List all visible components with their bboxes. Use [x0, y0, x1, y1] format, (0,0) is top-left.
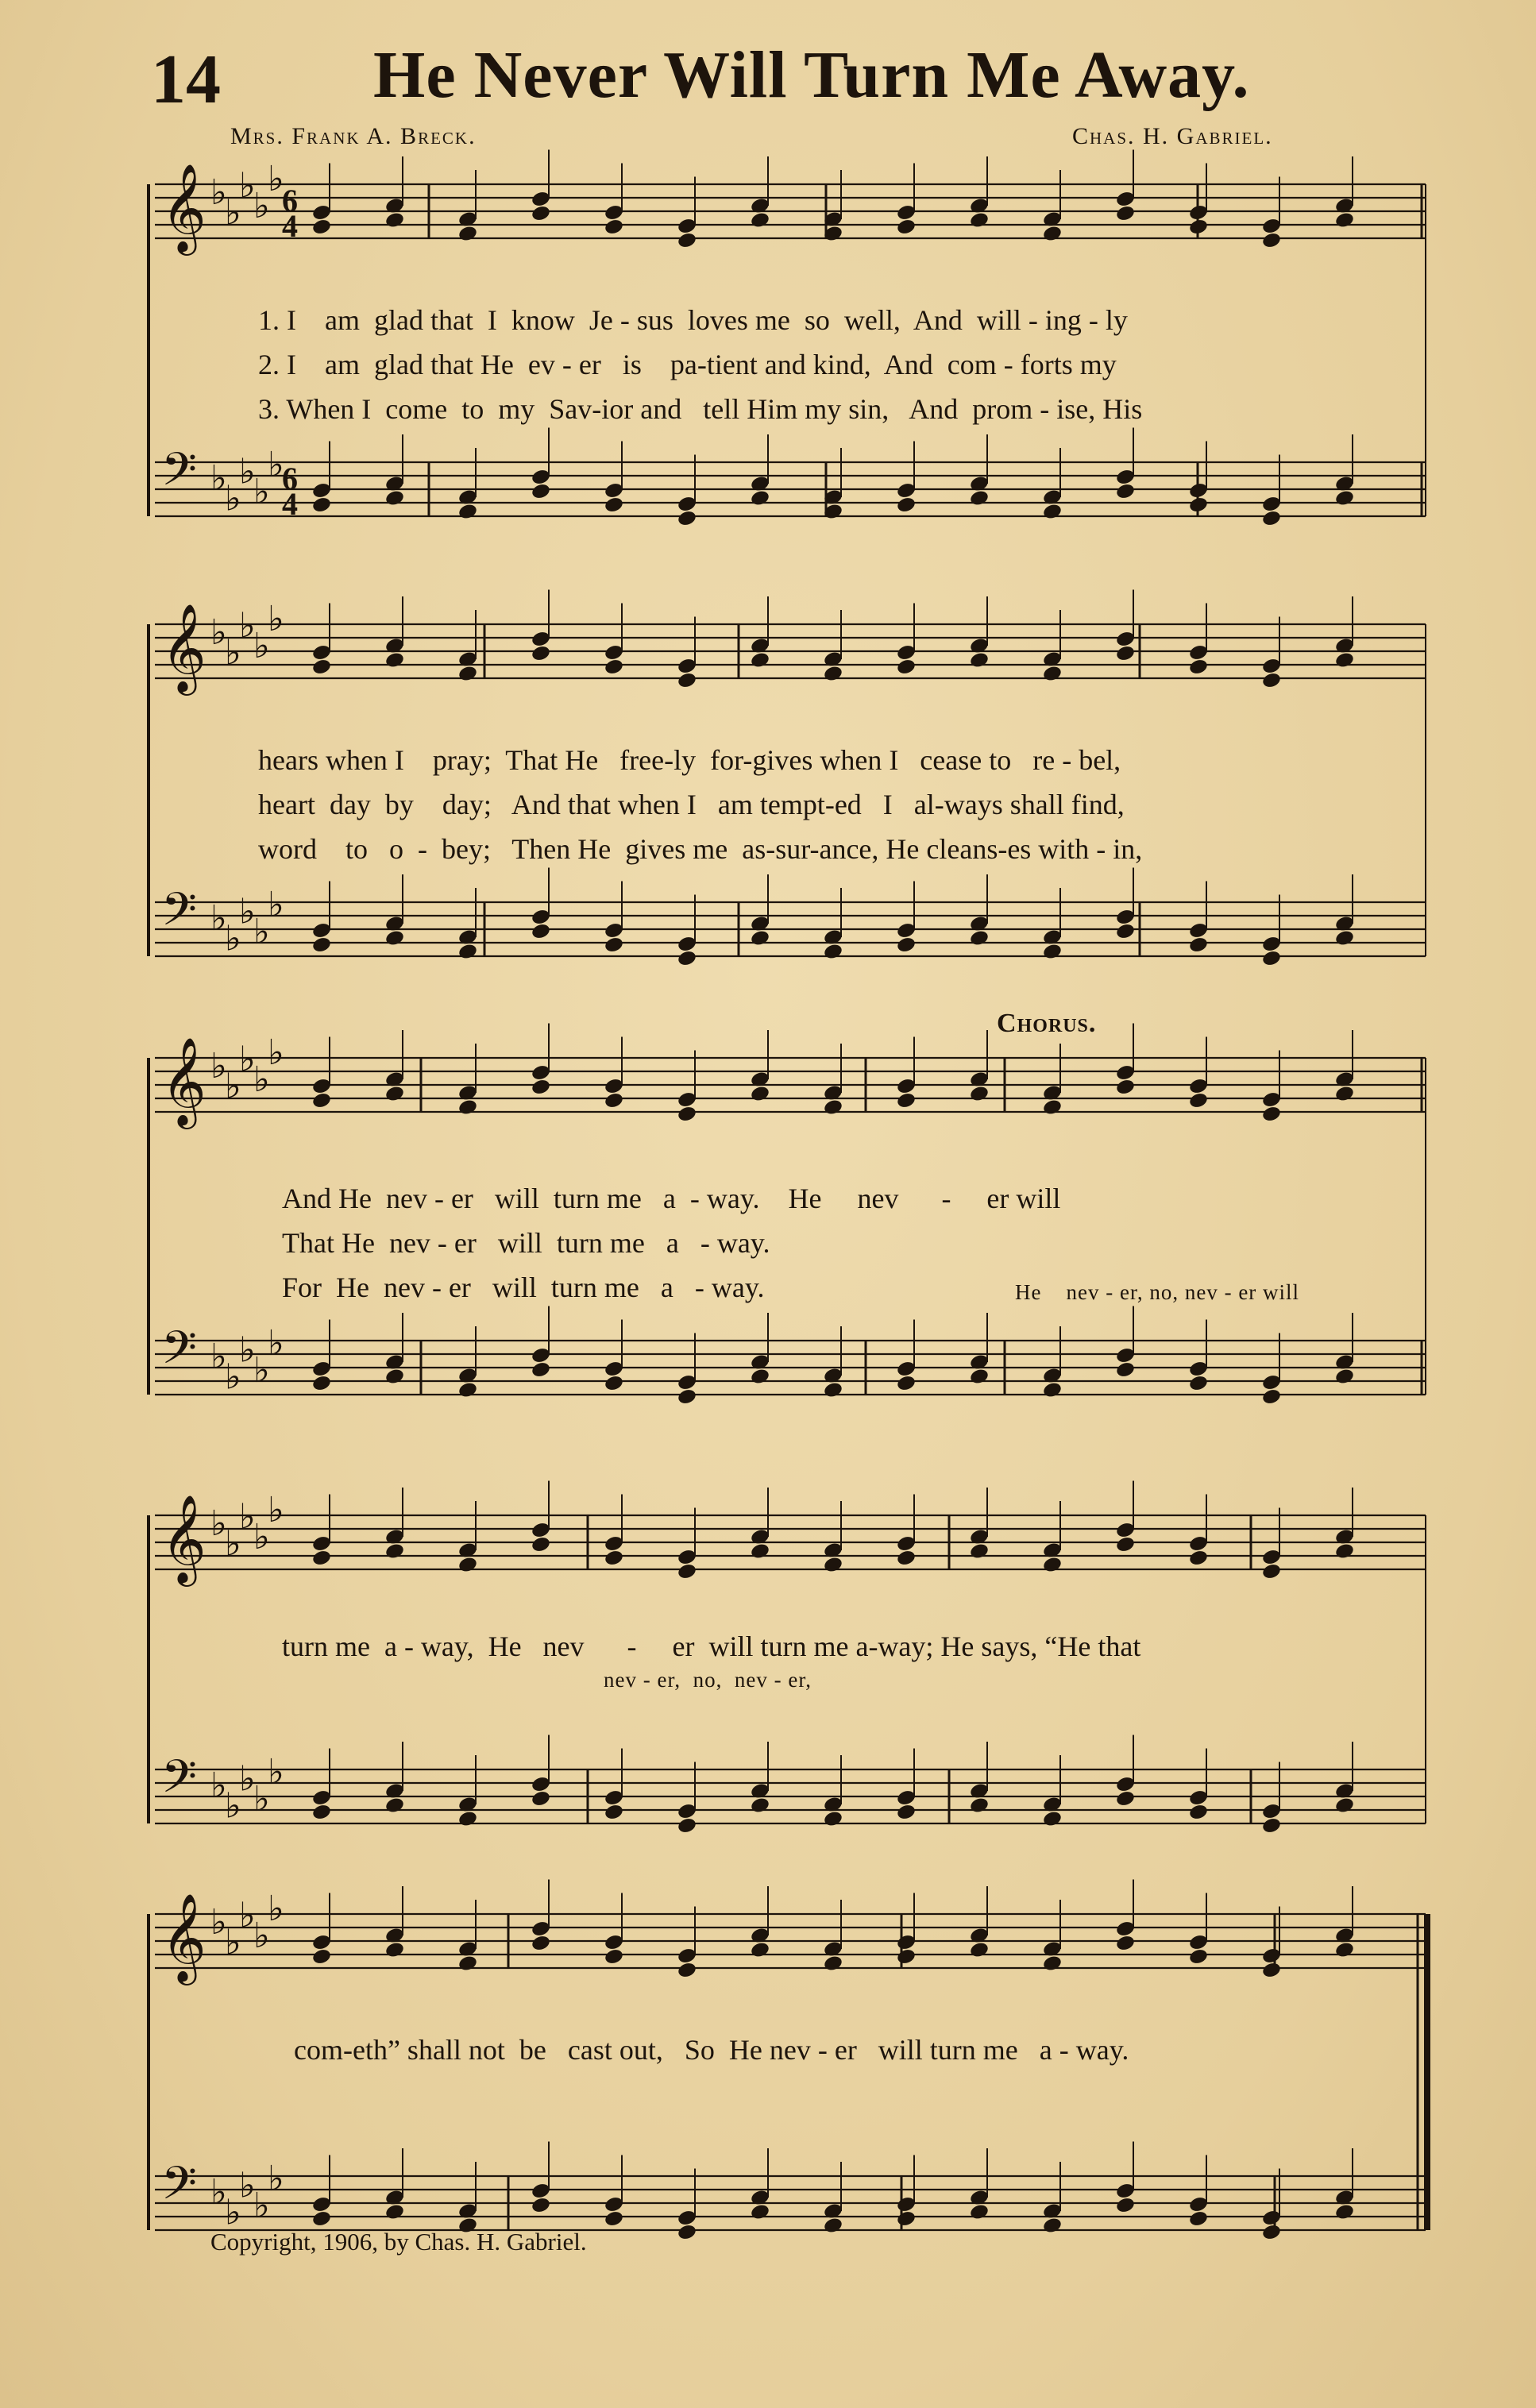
note-head — [311, 218, 332, 236]
time-signature-bottom: 4 — [282, 208, 298, 244]
note-head — [531, 922, 551, 940]
alto-echo-lyric: He nev - er, no, nev - er will — [1015, 1280, 1300, 1304]
note-head — [311, 658, 332, 676]
note-head — [311, 1549, 332, 1567]
note-head — [750, 211, 770, 230]
note-head — [604, 1803, 624, 1821]
note-head — [1188, 218, 1209, 236]
note-head — [1261, 1816, 1282, 1835]
note-head — [384, 651, 405, 670]
note-head — [531, 1934, 551, 1952]
note-head — [896, 1374, 917, 1392]
note-head — [384, 211, 405, 230]
flat-icon: ♭ — [225, 918, 241, 959]
flat-icon: ♭ — [253, 1916, 270, 1956]
note-head — [1042, 665, 1063, 683]
note-head — [457, 1381, 478, 1399]
flat-icon: ♭ — [210, 172, 227, 213]
note-head — [677, 671, 697, 689]
note-head — [604, 658, 624, 676]
note-head — [969, 211, 990, 230]
verse-line-2: 2. I am glad that He ev - er is pa-tient and kind, And com - forts my — [258, 349, 1117, 380]
treble-clef-icon: 𝄞 — [161, 1494, 206, 1583]
note-head — [677, 2223, 697, 2241]
note-head — [457, 225, 478, 243]
note-head — [969, 1368, 990, 1386]
flat-icon: ♭ — [210, 1337, 227, 1377]
note-head — [1261, 509, 1282, 527]
flat-icon: ♭ — [253, 472, 270, 512]
note-head — [896, 658, 917, 676]
note-head — [1188, 1803, 1209, 1821]
note-head — [384, 489, 405, 507]
chorus-label: Chorus. — [997, 1009, 1097, 1038]
note-head — [896, 218, 917, 236]
bass-clef-icon: 𝄢 — [161, 2156, 198, 2221]
note-head — [1115, 1078, 1136, 1096]
note-head — [1261, 1387, 1282, 1406]
note-head — [531, 1535, 551, 1553]
note-head — [677, 1105, 697, 1123]
lyricist-credit: Mrs. Frank A. Breck. — [230, 123, 477, 149]
refrain-line-5: com-eth” shall not be cast out, So He nev - er will turn me a - way. — [294, 2034, 1129, 2066]
treble-clef-icon: 𝄞 — [161, 603, 206, 692]
note-head — [750, 929, 770, 947]
note-head — [1188, 2209, 1209, 2228]
note-head — [750, 1368, 770, 1386]
note-head — [457, 1098, 478, 1117]
flat-icon: ♭ — [253, 1059, 270, 1100]
note-head — [677, 509, 697, 527]
time-signature-top: 6 — [282, 461, 298, 496]
note-head — [750, 1085, 770, 1103]
flat-icon: ♭ — [225, 2192, 241, 2233]
note-head — [1261, 231, 1282, 249]
flat-icon: ♭ — [253, 186, 270, 226]
note-head — [1115, 1535, 1136, 1553]
note-head — [311, 1374, 332, 1392]
flat-icon: ♭ — [253, 626, 270, 666]
note-head — [1188, 1549, 1209, 1567]
note-head — [823, 665, 843, 683]
hymn-title: He Never Will Turn Me Away. — [373, 38, 1250, 112]
note-head — [823, 2217, 843, 2235]
note-head — [969, 1085, 990, 1103]
flat-icon: ♭ — [225, 1523, 241, 1565]
note-head — [384, 1796, 405, 1815]
note-head — [1188, 658, 1209, 676]
flat-icon: ♭ — [239, 605, 256, 646]
verse-line-3: word to o - bey; Then He gives me as-sur-ance, He cleans-es with - in, — [258, 833, 1143, 865]
note-head — [1042, 1955, 1063, 1973]
note-head — [677, 1562, 697, 1580]
note-head — [1042, 943, 1063, 961]
verse-line-1: 1. I am glad that I know Je - sus loves me so well, And will - ing - ly — [258, 304, 1128, 336]
note-head — [750, 1542, 770, 1561]
flat-icon: ♭ — [239, 1895, 256, 1936]
note-head — [1334, 211, 1355, 230]
note-head — [531, 1789, 551, 1808]
flat-icon: ♭ — [225, 1922, 241, 1963]
note-head — [1188, 936, 1209, 954]
note-head — [1334, 1796, 1355, 1815]
note-head — [896, 1091, 917, 1109]
note-head — [604, 936, 624, 954]
verse-line-2: heart day by day; And that when I am tempt-ed I al-ways shall find, — [258, 789, 1125, 820]
note-head — [969, 1941, 990, 1959]
flat-icon: ♭ — [239, 451, 256, 492]
flat-icon: ♭ — [239, 1758, 256, 1800]
note-head — [1334, 651, 1355, 670]
time-signature-bottom: 4 — [282, 486, 298, 522]
flat-icon: ♭ — [239, 891, 256, 932]
flat-icon: ♭ — [210, 458, 227, 499]
flat-icon: ♭ — [268, 885, 284, 925]
note-head — [531, 644, 551, 662]
flat-icon: ♭ — [210, 2172, 227, 2213]
note-head — [1115, 644, 1136, 662]
note-head — [823, 943, 843, 961]
flat-icon: ♭ — [268, 599, 284, 639]
note-head — [457, 1810, 478, 1828]
flat-icon: ♭ — [253, 912, 270, 952]
note-head — [823, 1810, 843, 1828]
note-head — [1042, 1381, 1063, 1399]
flat-icon: ♭ — [268, 159, 284, 199]
refrain-line-2: That He nev - er will turn me a - way. — [282, 1227, 770, 1259]
note-head — [750, 489, 770, 507]
note-head — [384, 2203, 405, 2221]
note-head — [1188, 1374, 1209, 1392]
note-head — [531, 2196, 551, 2214]
note-head — [384, 1941, 405, 1959]
note-head — [969, 1796, 990, 1815]
bass-clef-icon: 𝄢 — [161, 882, 198, 947]
verse-line-3: 3. When I come to my Sav-ior and tell Him my sin, And prom - ise, His — [258, 393, 1143, 425]
note-head — [604, 1374, 624, 1392]
note-head — [1334, 489, 1355, 507]
flat-icon: ♭ — [225, 192, 241, 233]
note-head — [457, 665, 478, 683]
note-head — [531, 1078, 551, 1096]
hymn-number: 14 — [151, 41, 221, 118]
note-head — [1042, 2217, 1063, 2235]
note-head — [384, 929, 405, 947]
note-head — [823, 1381, 843, 1399]
flat-icon: ♭ — [253, 1779, 270, 1820]
note-head — [969, 2203, 990, 2221]
note-head — [384, 1368, 405, 1386]
note-head — [604, 1091, 624, 1109]
note-head — [969, 1542, 990, 1561]
flat-icon: ♭ — [268, 445, 284, 485]
note-head — [311, 2209, 332, 2228]
flat-icon: ♭ — [239, 2165, 256, 2206]
note-head — [604, 1947, 624, 1966]
alto-echo-lyric: nev - er, no, nev - er, — [604, 1668, 812, 1692]
note-head — [457, 1955, 478, 1973]
composer-credit: Chas. H. Gabriel. — [1072, 123, 1273, 149]
flat-icon: ♭ — [253, 2186, 270, 2226]
note-head — [604, 218, 624, 236]
note-head — [1334, 1368, 1355, 1386]
note-head — [823, 1098, 843, 1117]
note-head — [896, 936, 917, 954]
note-head — [1042, 503, 1063, 521]
flat-icon: ♭ — [210, 612, 227, 653]
note-head — [750, 1941, 770, 1959]
note-head — [1115, 204, 1136, 222]
note-head — [1042, 1098, 1063, 1117]
note-head — [604, 1549, 624, 1567]
note-head — [969, 489, 990, 507]
flat-icon: ♭ — [268, 1323, 284, 1364]
note-head — [604, 496, 624, 514]
flat-icon: ♭ — [210, 1046, 227, 1086]
note-head — [1188, 1091, 1209, 1109]
note-head — [1334, 2203, 1355, 2221]
note-head — [311, 936, 332, 954]
note-head — [750, 651, 770, 670]
note-head — [823, 1955, 843, 1973]
note-head — [1261, 1961, 1282, 1979]
note-head — [677, 1387, 697, 1406]
note-head — [1042, 1810, 1063, 1828]
bass-clef-icon: 𝄢 — [161, 1321, 198, 1386]
note-head — [311, 1803, 332, 1821]
note-head — [531, 204, 551, 222]
note-head — [1261, 949, 1282, 967]
refrain-line-1: And He nev - er will turn me a - way. He nev - er will — [282, 1183, 1061, 1214]
note-head — [1042, 1556, 1063, 1574]
note-head — [1334, 1941, 1355, 1959]
note-head — [311, 1947, 332, 1966]
flat-icon: ♭ — [239, 1039, 256, 1080]
note-head — [311, 1091, 332, 1109]
flat-icon: ♭ — [239, 165, 256, 206]
bass-clef-icon: 𝄢 — [161, 1750, 198, 1815]
note-head — [896, 2209, 917, 2228]
note-head — [1115, 1789, 1136, 1808]
note-head — [311, 496, 332, 514]
note-head — [1261, 2223, 1282, 2241]
note-head — [1115, 1360, 1136, 1379]
flat-icon: ♭ — [268, 1490, 284, 1530]
flat-icon: ♭ — [225, 478, 241, 519]
note-head — [1042, 225, 1063, 243]
flat-icon: ♭ — [268, 1889, 284, 1929]
note-head — [677, 1816, 697, 1835]
note-head — [1115, 2196, 1136, 2214]
refrain-line-4: turn me a - way, He nev - er will turn me a-way; He says, “He that — [282, 1630, 1141, 1662]
flat-icon: ♭ — [253, 1517, 270, 1557]
note-head — [457, 943, 478, 961]
note-head — [1334, 929, 1355, 947]
note-head — [1261, 1562, 1282, 1580]
time-signature-top: 6 — [282, 183, 298, 218]
note-head — [969, 929, 990, 947]
note-head — [531, 482, 551, 500]
note-head — [1115, 922, 1136, 940]
flat-icon: ♭ — [210, 1503, 227, 1544]
note-head — [969, 651, 990, 670]
note-head — [1261, 671, 1282, 689]
note-head — [1115, 1934, 1136, 1952]
note-head — [677, 1961, 697, 1979]
note-head — [896, 496, 917, 514]
note-head — [1334, 1542, 1355, 1561]
verse-line-1: hears when I pray; That He free-ly for-gives when I cease to re - bel, — [258, 744, 1121, 776]
note-head — [823, 1556, 843, 1574]
note-head — [457, 1556, 478, 1574]
note-head — [384, 1085, 405, 1103]
flat-icon: ♭ — [210, 898, 227, 939]
note-head — [1115, 482, 1136, 500]
flat-icon: ♭ — [210, 1765, 227, 1806]
note-head — [750, 1796, 770, 1815]
note-head — [750, 2203, 770, 2221]
note-head — [1261, 1105, 1282, 1123]
flat-icon: ♭ — [225, 1356, 241, 1398]
bass-clef-icon: 𝄢 — [161, 442, 198, 507]
flat-icon: ♭ — [239, 1496, 256, 1538]
note-head — [1188, 496, 1209, 514]
flat-icon: ♭ — [268, 2159, 284, 2199]
treble-clef-icon: 𝄞 — [161, 163, 206, 252]
flat-icon: ♭ — [268, 1752, 284, 1792]
note-head — [384, 1542, 405, 1561]
note-head — [677, 949, 697, 967]
refrain-line-3: For He nev - er will turn me a - way. — [282, 1272, 765, 1303]
copyright-notice: Copyright, 1906, by Chas. H. Gabriel. — [210, 2228, 587, 2256]
flat-icon: ♭ — [253, 1350, 270, 1391]
flat-icon: ♭ — [268, 1032, 284, 1073]
note-head — [604, 2209, 624, 2228]
note-head — [896, 1549, 917, 1567]
note-head — [896, 1803, 917, 1821]
note-head — [1334, 1085, 1355, 1103]
treble-clef-icon: 𝄞 — [161, 1893, 206, 1982]
flat-icon: ♭ — [225, 1066, 241, 1107]
flat-icon: ♭ — [225, 1785, 241, 1827]
note-head — [457, 503, 478, 521]
flat-icon: ♭ — [239, 1329, 256, 1371]
treble-clef-icon: 𝄞 — [161, 1036, 206, 1125]
note-head — [531, 1360, 551, 1379]
note-head — [677, 231, 697, 249]
flat-icon: ♭ — [210, 1902, 227, 1943]
note-head — [896, 1947, 917, 1966]
note-head — [1188, 1947, 1209, 1966]
flat-icon: ♭ — [225, 632, 241, 673]
